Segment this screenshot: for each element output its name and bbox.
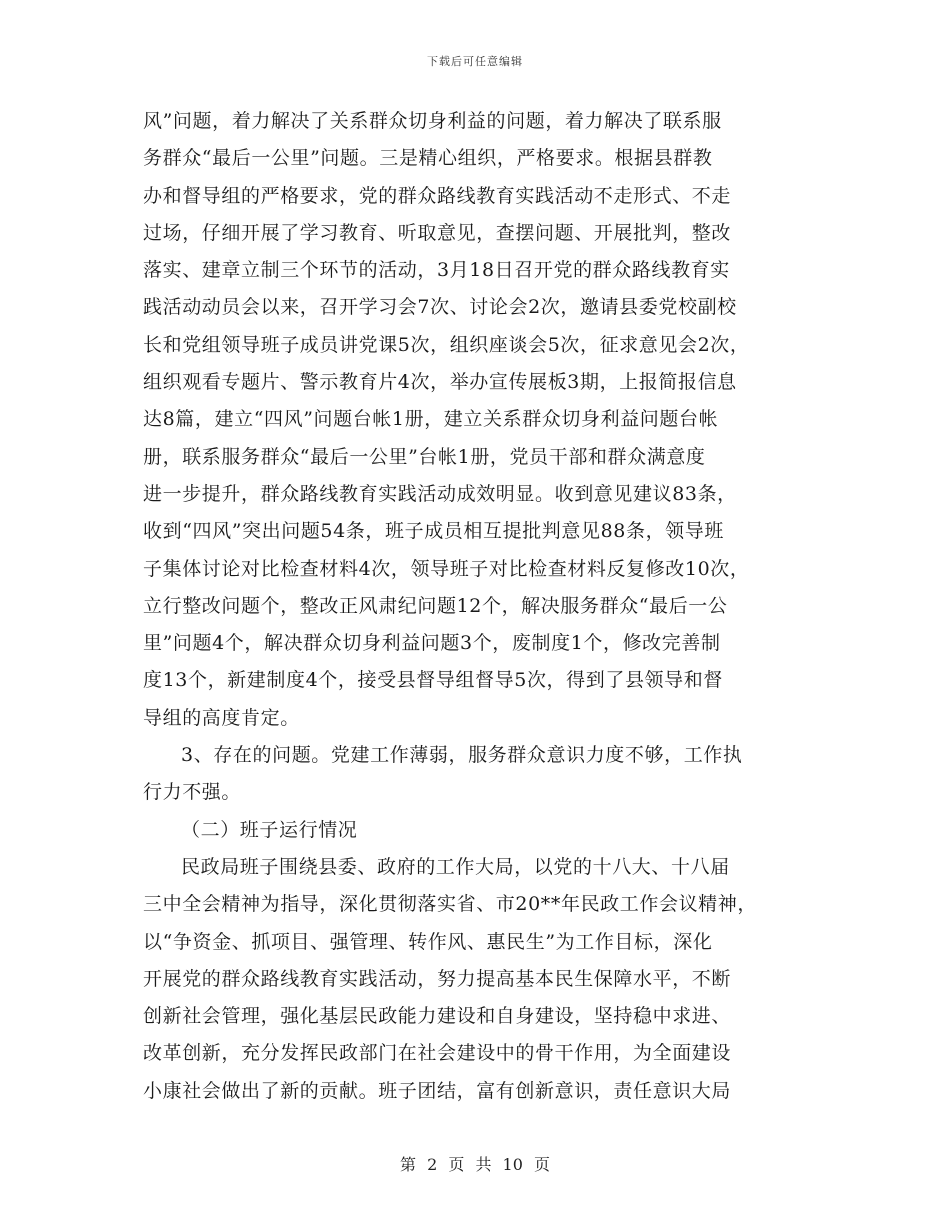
text-line: 里”问题4个，解决群众切身利益问题3个，废制度1个，修改完善制 (143, 632, 721, 655)
text-line: 践活动动员会以来，召开学习会7次、讨论会2次，邀请县委党校副校 (143, 296, 737, 319)
document-body (143, 103, 811, 1110)
footer-current-page: 2 (427, 1155, 438, 1174)
header-note: 下载后可任意编辑 (427, 55, 523, 68)
text-line: 开展党的群众路线教育实践活动，努力提高基本民生保障水平，不断 (143, 967, 732, 990)
text-line: 办和督导组的严格要求，党的群众路线教育实践活动不走形式、不走 (143, 184, 732, 207)
text-line: 小康社会做出了新的贡献。班子团结，富有创新意识，责任意识大局 (143, 1079, 732, 1102)
text-line: 3、存在的问题。党建工作薄弱，服务群众意识力度不够，工作执 (181, 744, 743, 767)
footer-total-pages: 10 (502, 1155, 523, 1174)
text-line: 务群众“最后一公里”问题。三是精心组织，严格要求。根据县群教 (143, 147, 713, 170)
text-line: 组织观看专题片、警示教育片4次，举办宣传展板3期，上报简报信息 (143, 371, 737, 394)
text-line: 度13个，新建制度4个，接受县督导组督导5次，得到了县领导和督 (143, 669, 723, 692)
footer-prefix: 第 (399, 1155, 416, 1174)
footer-suffix: 页 (534, 1155, 551, 1174)
text-line: 改革创新，充分发挥民政部门在社会建设中的骨干作用，为全面建设 (143, 1042, 732, 1065)
text-line: 三中全会精神为指导，深化贯彻落实省、市20**年民政工作会议精神， (143, 893, 757, 916)
text-line: 落实、建章立制三个环节的活动，3月18日召开党的群众路线教育实 (143, 259, 730, 282)
text-line: 风”问题，着力解决了关系群众切身利益的问题，着力解决了联系服 (143, 110, 722, 132)
text-line: 收到“四风”突出问题54条，班子成员相互提批判意见88条，领导班 (143, 520, 724, 543)
text-line: 过场，仔细开展了学习教育、听取意见，查摆问题、开展批判，整改 (143, 221, 732, 244)
text-line: 民政局班子围绕县委、政府的工作大局，以党的十八大、十八届 (181, 855, 730, 878)
footer-middle: 页 共 (448, 1155, 492, 1174)
text-line: （二）班子运行情况 (181, 818, 358, 841)
page-footer (0, 1152, 950, 1175)
text-line: 行力不强。 (143, 781, 242, 804)
text-line: 导组的高度肯定。 (143, 706, 300, 729)
text-line: 子集体讨论对比检查材料4次，领导班子对比检查材料反复修改10次， (143, 557, 750, 580)
text-line: 长和党组领导班子成员讲党课5次，组织座谈会5次，征求意见会2次， (143, 333, 750, 356)
text-line: 以“争资金、抓项目、强管理、转作风、惠民生”为工作目标，深化 (143, 930, 713, 953)
text-line: 创新社会管理，强化基层民政能力建设和自身建设，坚持稳中求进、 (143, 1005, 732, 1028)
text-line: 进一步提升，群众路线教育实践活动成效明显。收到意见建议83条， (143, 482, 737, 505)
text-line: 册，联系服务群众“最后一公里”台帐1册，党员干部和群众满意度 (143, 445, 706, 468)
text-line: 立行整改问题个，整改正风肃纪问题12个，解决服务群众“最后一公 (143, 594, 728, 617)
text-line: 达8篇，建立“四风”问题台帐1册，建立关系群众切身利益问题台帐 (143, 408, 719, 431)
